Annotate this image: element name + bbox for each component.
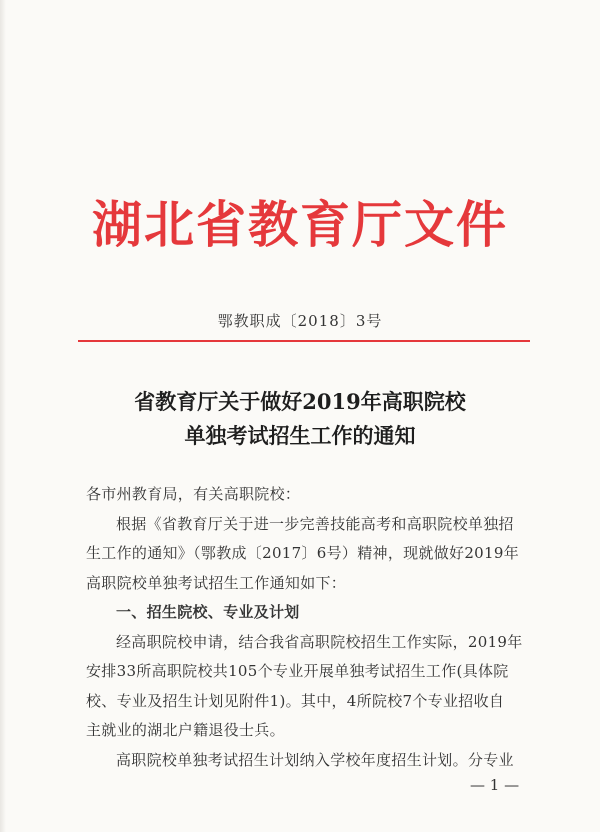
paragraph-1-line-3: 高职院校单独考试招生工作通知如下： (86, 573, 347, 592)
issuer-header: 湖北省教育厅文件 (92, 195, 508, 254)
page-number: — 1 — (470, 776, 520, 794)
paragraph-2-line-4: 主就业的湖北户籍退役士兵。 (86, 721, 285, 739)
document-number: 鄂教职成〔2018〕3号 (217, 312, 383, 330)
paragraph-1-line-1: 根据《省教育厅关于进一步完善技能高考和高职院校单独招 (116, 514, 514, 533)
document-body (86, 480, 534, 775)
paragraph-1-line-2: 生工作的通知》（鄂教成〔2017〕6号）精神，现就做好2019年 (86, 544, 519, 562)
paragraph-3-line-1: 高职院校单独考试招生计划纳入学校年度招生计划。分专业 (116, 750, 514, 769)
document-title-line2: 单独考试招生工作的通知 (184, 423, 416, 448)
red-divider-line (78, 340, 530, 342)
document-title (0, 385, 600, 453)
section-heading-1: 一、招生院校、专业及计划 (116, 603, 300, 621)
paragraph-2-line-3: 校、专业及招生计划见附件1)。其中，4所院校7个专业招收自 (86, 691, 505, 710)
paragraph-2-line-1: 经高职院校申请，结合我省高职院校招生工作实际，2019年 (116, 632, 523, 651)
paragraph-2-line-2: 安排33所高职院校共105个专业开展单独考试招生工作(具体院 (86, 662, 509, 680)
salutation: 各市州教育局，有关高职院校： (86, 485, 301, 503)
document-title-line1: 省教育厅关于做好2019年高职院校 (134, 389, 466, 414)
